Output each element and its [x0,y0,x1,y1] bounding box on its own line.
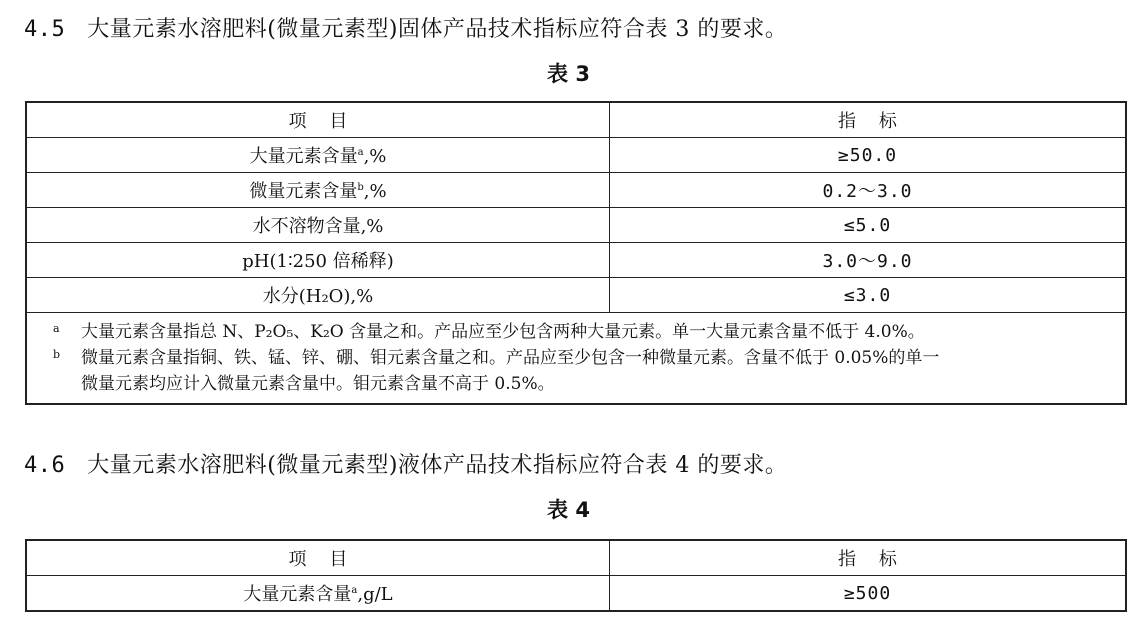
section-text: 大量元素水溶肥料(微量元素型)液体产品技术指标应符合表 4 的要求。 [87,453,788,478]
table-row [26,243,1126,278]
row-value: ≥500 [610,576,1127,612]
row-item: 大量元素含量$^a$,% [26,138,610,173]
row-item: 大量元素含量$^a$,g/L [26,576,610,612]
table-4 [25,539,1127,612]
row-item: 水分(H₂O),% [26,278,610,313]
table-row [26,278,1126,313]
table-4-caption: 表 4 [547,498,590,522]
header-value: 指 标 [610,102,1127,138]
table-row [26,138,1126,173]
row-value: ≥50.0 [610,138,1127,173]
header-value: 指 标 [610,540,1127,576]
row-item: 微量元素含量$^b$,% [26,173,610,208]
table-header-row [26,102,1126,138]
footnote-b [37,345,1115,397]
table-row [26,576,1126,612]
table-row [26,208,1126,243]
footnote-a-text: 大量元素含量指总 N、P₂O₅、K₂O 含量之和。产品应至少包含两种大量元素。单一大量元素含量不低于 4.0%。 [81,322,925,342]
row-value: 3.0～9.0 [610,243,1127,278]
footnote-a [37,319,1115,345]
table-notes [26,313,1126,405]
section-4-5-heading [24,12,787,43]
footnote-b-mark: b [53,348,61,361]
section-number: 4.6 [24,453,66,478]
table-notes-row [26,313,1126,405]
footnote-a-mark: a [53,322,60,335]
row-value: 0.2～3.0 [610,173,1127,208]
table-3-caption: 表 3 [547,62,590,86]
footnote-mark: a [351,585,358,596]
row-item: pH(1∶250 倍稀释) [26,243,610,278]
row-value: ≤3.0 [610,278,1127,313]
section-number: 4.5 [24,17,66,42]
table-3 [25,101,1127,405]
table-row [26,173,1126,208]
section-4-6-heading [24,448,787,479]
table-header-row [26,540,1126,576]
section-text: 大量元素水溶肥料(微量元素型)固体产品技术指标应符合表 3 的要求。 [87,17,788,42]
row-value: ≤5.0 [610,208,1127,243]
header-item: 项 目 [26,540,610,576]
row-item: 水不溶物含量,% [26,208,610,243]
header-item: 项 目 [26,102,610,138]
footnote-mark: a [357,147,364,158]
footnote-mark: b [357,182,364,193]
footnote-b-text: 微量元素含量指铜、铁、锰、锌、硼、钼元素含量之和。产品应至少包含一种微量元素。含量不低于 0.05%的单一 微量元素均应计入微量元素含量中。钼元素含量不高于 0.5%。 [81,348,940,394]
